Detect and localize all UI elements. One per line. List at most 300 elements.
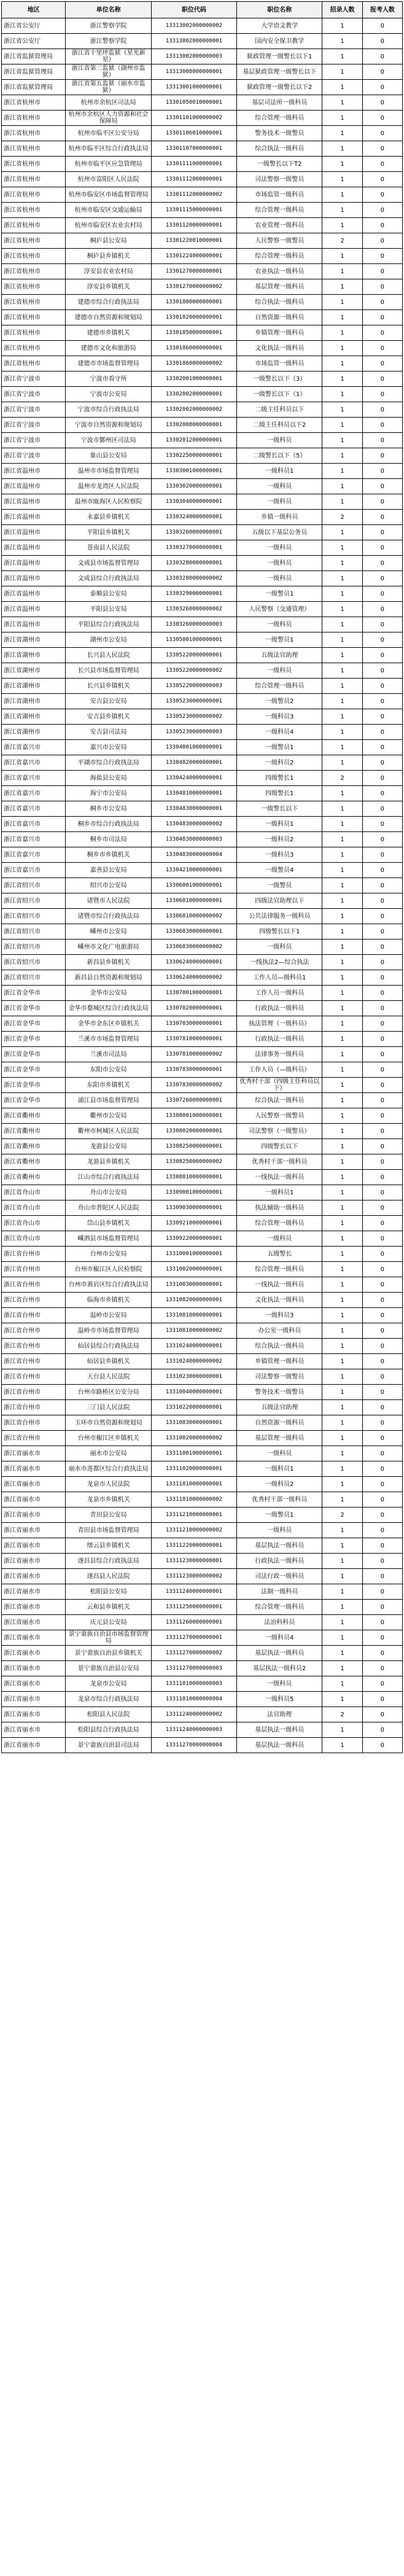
cell-code: 13310240000000002 bbox=[151, 1354, 236, 1369]
cell-code: 13303290000000001 bbox=[151, 586, 236, 602]
table-row bbox=[2, 1247, 403, 1262]
table-row bbox=[2, 1630, 403, 1646]
cell-region: 浙江省监狱管理局 bbox=[2, 49, 66, 64]
table-row bbox=[2, 233, 403, 249]
cell-region: 浙江省杭州市 bbox=[2, 187, 66, 203]
cell-region: 浙江省监狱管理局 bbox=[2, 80, 66, 95]
cell-apply: 0 bbox=[362, 1262, 402, 1277]
cell-plan: 1 bbox=[322, 940, 362, 955]
cell-plan: 1 bbox=[322, 433, 362, 448]
cell-org: 衢州市柯城区人民法院 bbox=[66, 1124, 151, 1139]
cell-apply: 0 bbox=[362, 49, 402, 64]
table-row bbox=[2, 1738, 403, 1753]
cell-region: 浙江省台州市 bbox=[2, 1431, 66, 1446]
cell-apply: 0 bbox=[362, 464, 402, 479]
cell-org: 杭州市临平区应急管理局 bbox=[66, 157, 151, 172]
cell-plan: 1 bbox=[322, 1492, 362, 1508]
cell-org: 绍兴市公安局 bbox=[66, 878, 151, 893]
cell-position: 市场监管一级科员 bbox=[237, 187, 322, 203]
cell-region: 浙江省金华市 bbox=[2, 1093, 66, 1108]
cell-apply: 0 bbox=[362, 448, 402, 464]
cell-code: 13311270000000002 bbox=[151, 1646, 236, 1661]
cell-code: 13301850000000001 bbox=[151, 325, 236, 341]
cell-org: 岱山县乡镇机关 bbox=[66, 1216, 151, 1231]
cell-code: 13311210000000001 bbox=[151, 1508, 236, 1523]
cell-code: 13309210000000001 bbox=[151, 1216, 236, 1231]
cell-apply: 0 bbox=[362, 632, 402, 648]
cell-region: 浙江省衢州市 bbox=[2, 1124, 66, 1139]
cell-apply: 0 bbox=[362, 18, 402, 34]
cell-code: 13301270000000001 bbox=[151, 264, 236, 279]
cell-apply: 0 bbox=[362, 1707, 402, 1722]
cell-region: 浙江省台州市 bbox=[2, 1277, 66, 1293]
cell-apply: 0 bbox=[362, 1308, 402, 1323]
cell-position: 优秀村干部（四级主任科员以下） bbox=[237, 1078, 322, 1093]
cell-apply: 0 bbox=[362, 1569, 402, 1584]
cell-plan: 1 bbox=[322, 1584, 362, 1600]
cell-code: 13304820000000001 bbox=[151, 755, 236, 771]
cell-org: 泰顺县公安局 bbox=[66, 586, 151, 602]
cell-position: 国内安全保卫教学 bbox=[237, 34, 322, 49]
cell-region: 浙江省丽水市 bbox=[2, 1477, 66, 1492]
cell-position: 一级科员1 bbox=[237, 1185, 322, 1200]
cell-plan: 1 bbox=[322, 1231, 362, 1247]
cell-region: 浙江省温州市 bbox=[2, 586, 66, 602]
cell-plan: 1 bbox=[322, 679, 362, 694]
cell-apply: 0 bbox=[362, 571, 402, 586]
cell-apply: 0 bbox=[362, 1247, 402, 1262]
table-row bbox=[2, 893, 403, 909]
cell-apply: 0 bbox=[362, 817, 402, 832]
cell-plan: 1 bbox=[322, 602, 362, 617]
table-row bbox=[2, 571, 403, 586]
cell-region: 浙江省台州市 bbox=[2, 1308, 66, 1323]
cell-position: 行政执法一级科员 bbox=[237, 1001, 322, 1016]
cell-position: 狱政管理一级警长以下1 bbox=[237, 49, 322, 64]
cell-org: 舟山市普陀区人民法院 bbox=[66, 1200, 151, 1216]
table-row bbox=[2, 1446, 403, 1461]
cell-position: 四级法官助理以下 bbox=[237, 893, 322, 909]
cell-apply: 0 bbox=[362, 1139, 402, 1154]
cell-position: 乡镇管理一级科员 bbox=[237, 325, 322, 341]
cell-code: 13310020000000002 bbox=[151, 1431, 236, 1446]
cell-org: 建德市自然资源和规划局 bbox=[66, 310, 151, 325]
cell-region: 浙江省丽水市 bbox=[2, 1738, 66, 1753]
cell-position: 一级科员 bbox=[237, 1446, 322, 1461]
cell-code: 13303040000000001 bbox=[151, 494, 236, 510]
cell-plan: 1 bbox=[322, 1446, 362, 1461]
cell-position: 一级科员2 bbox=[237, 755, 322, 771]
cell-plan: 1 bbox=[322, 847, 362, 863]
cell-apply: 0 bbox=[362, 433, 402, 448]
cell-apply: 0 bbox=[362, 602, 402, 617]
cell-apply: 0 bbox=[362, 663, 402, 679]
cell-org: 台州市椒江区人民检察院 bbox=[66, 1262, 151, 1277]
cell-plan: 1 bbox=[322, 1001, 362, 1016]
cell-org: 杭州市临安区交通运输局 bbox=[66, 203, 151, 218]
cell-position: 基层执法一级科员 bbox=[237, 1738, 322, 1753]
cell-position: 四级警长1 bbox=[237, 786, 322, 801]
cell-plan: 1 bbox=[322, 18, 362, 34]
cell-code: 13304240000000001 bbox=[151, 771, 236, 786]
cell-region: 浙江省绍兴市 bbox=[2, 893, 66, 909]
cell-org: 遂昌县综合行政执法局 bbox=[66, 1554, 151, 1569]
cell-position: 基层管理一级科员 bbox=[237, 1431, 322, 1446]
table-row bbox=[2, 1569, 403, 1584]
cell-apply: 0 bbox=[362, 1216, 402, 1231]
cell-plan: 1 bbox=[322, 1170, 362, 1185]
cell-position: 乡镇管理一级科员 bbox=[237, 1354, 322, 1369]
header-region: 地区 bbox=[2, 2, 66, 18]
cell-code: 13311810000000001 bbox=[151, 1477, 236, 1492]
cell-position: 市场监管一级科员 bbox=[237, 356, 322, 372]
cell-region: 浙江省湖州市 bbox=[2, 663, 66, 679]
cell-region: 浙江省金华市 bbox=[2, 1016, 66, 1032]
cell-org: 文成县市场监督管理局 bbox=[66, 556, 151, 571]
cell-region: 浙江省温州市 bbox=[2, 525, 66, 540]
table-row bbox=[2, 556, 403, 571]
cell-plan: 1 bbox=[322, 1461, 362, 1477]
cell-plan: 1 bbox=[322, 1078, 362, 1093]
cell-code: 13303260000000002 bbox=[151, 602, 236, 617]
cell-plan: 1 bbox=[322, 1339, 362, 1354]
cell-region: 浙江省金华市 bbox=[2, 1078, 66, 1093]
table-row bbox=[2, 1354, 403, 1369]
cell-code: 13310040000000001 bbox=[151, 1385, 236, 1400]
cell-org: 湖州市公安局 bbox=[66, 632, 151, 648]
cell-org: 安吉县司法局 bbox=[66, 725, 151, 740]
cell-apply: 0 bbox=[362, 1415, 402, 1431]
cell-plan: 1 bbox=[322, 49, 362, 64]
cell-position: 一级科员 bbox=[237, 494, 322, 510]
cell-region: 浙江省丽水市 bbox=[2, 1661, 66, 1676]
cell-position: 基层执法一级科员 bbox=[237, 1538, 322, 1554]
cell-plan: 1 bbox=[322, 1369, 362, 1385]
cell-org: 长兴县市场监督管理局 bbox=[66, 663, 151, 679]
cell-apply: 0 bbox=[362, 1154, 402, 1170]
cell-plan: 1 bbox=[322, 203, 362, 218]
cell-position: 四级警长以下 bbox=[237, 1139, 322, 1154]
cell-code: 13311220000000001 bbox=[151, 1538, 236, 1554]
cell-plan: 1 bbox=[322, 218, 362, 233]
cell-position: 一级警员1 bbox=[237, 1508, 322, 1523]
table-body bbox=[2, 18, 403, 1753]
cell-code: 13301860000000001 bbox=[151, 341, 236, 356]
cell-org: 宁波市看守所 bbox=[66, 372, 151, 387]
cell-position: 人民警察（交通管理） bbox=[237, 602, 322, 617]
cell-code: 13311240000000002 bbox=[151, 1707, 236, 1722]
cell-plan: 2 bbox=[322, 1707, 362, 1722]
cell-code: 13308001000000001 bbox=[151, 1108, 236, 1124]
table-row bbox=[2, 64, 403, 80]
cell-org: 诸暨市人民法院 bbox=[66, 893, 151, 909]
cell-plan: 1 bbox=[322, 755, 362, 771]
cell-code: 13303260000000001 bbox=[151, 525, 236, 540]
cell-position: 一级科员3 bbox=[237, 1308, 322, 1323]
cell-org: 台州市黄岩区综合行政执法局 bbox=[66, 1277, 151, 1293]
cell-apply: 0 bbox=[362, 356, 402, 372]
cell-position: 行政执法一级科员 bbox=[237, 1554, 322, 1569]
cell-region: 浙江省台州市 bbox=[2, 1385, 66, 1400]
cell-plan: 1 bbox=[322, 464, 362, 479]
cell-position: 执法辅助一级科员 bbox=[237, 1200, 322, 1216]
cell-region: 浙江省丽水市 bbox=[2, 1692, 66, 1707]
cell-position: 一级警员2 bbox=[237, 694, 322, 709]
cell-code: 13302002000000001 bbox=[151, 387, 236, 402]
cell-position: 一级科员 bbox=[237, 940, 322, 955]
cell-code: 13301220010000001 bbox=[151, 233, 236, 249]
cell-region: 浙江省丽水市 bbox=[2, 1538, 66, 1554]
cell-apply: 0 bbox=[362, 617, 402, 632]
cell-code: 13304810000000001 bbox=[151, 786, 236, 801]
cell-code: 13306830000000002 bbox=[151, 940, 236, 955]
table-row bbox=[2, 1523, 403, 1538]
cell-apply: 0 bbox=[362, 556, 402, 571]
cell-apply: 0 bbox=[362, 479, 402, 494]
table-row bbox=[2, 1185, 403, 1200]
table-row bbox=[2, 525, 403, 540]
cell-plan: 1 bbox=[322, 310, 362, 325]
cell-position: 五级警长 bbox=[237, 1247, 322, 1262]
cell-code: 13301107000000001 bbox=[151, 141, 236, 157]
cell-org: 宁波市综合行政执法局 bbox=[66, 402, 151, 418]
cell-region: 浙江省湖州市 bbox=[2, 679, 66, 694]
header-code: 职位代码 bbox=[151, 2, 236, 18]
cell-code: 13307810000000002 bbox=[151, 1047, 236, 1062]
cell-plan: 1 bbox=[322, 801, 362, 817]
cell-plan: 1 bbox=[322, 1692, 362, 1707]
cell-apply: 0 bbox=[362, 187, 402, 203]
table-row bbox=[2, 817, 403, 832]
cell-code: 13301111000000001 bbox=[151, 157, 236, 172]
cell-apply: 0 bbox=[362, 694, 402, 709]
cell-apply: 0 bbox=[362, 1446, 402, 1461]
cell-position: 一级科员1 bbox=[237, 464, 322, 479]
cell-org: 青田县公安局 bbox=[66, 1508, 151, 1523]
cell-plan: 1 bbox=[322, 617, 362, 632]
cell-plan: 1 bbox=[322, 187, 362, 203]
cell-position: 办公室一级科员 bbox=[237, 1323, 322, 1339]
cell-region: 浙江省公安厅 bbox=[2, 18, 66, 34]
cell-apply: 0 bbox=[362, 740, 402, 755]
table-row bbox=[2, 49, 403, 64]
cell-code: 13305220000000003 bbox=[151, 679, 236, 694]
table-row bbox=[2, 464, 403, 479]
cell-org: 金华市婺城区综合行政执法局 bbox=[66, 1001, 151, 1016]
cell-code: 13301860000000002 bbox=[151, 356, 236, 372]
table-row bbox=[2, 157, 403, 172]
cell-region: 浙江省温州市 bbox=[2, 494, 66, 510]
cell-region: 浙江省嘉兴市 bbox=[2, 847, 66, 863]
cell-org: 嘉善县公安局 bbox=[66, 863, 151, 878]
cell-apply: 0 bbox=[362, 1676, 402, 1692]
cell-position: 一级科员 bbox=[237, 663, 322, 679]
cell-apply: 0 bbox=[362, 940, 402, 955]
cell-apply: 0 bbox=[362, 249, 402, 264]
cell-apply: 0 bbox=[362, 1538, 402, 1554]
cell-position: 基层狱政管理一级警长以下 bbox=[237, 64, 322, 80]
cell-code: 13308810000000001 bbox=[151, 1170, 236, 1185]
cell-org: 龙泉市公安局 bbox=[66, 1676, 151, 1692]
cell-apply: 0 bbox=[362, 1661, 402, 1676]
cell-plan: 1 bbox=[322, 1293, 362, 1308]
cell-region: 浙江省台州市 bbox=[2, 1339, 66, 1354]
cell-apply: 0 bbox=[362, 1001, 402, 1016]
cell-plan: 2 bbox=[322, 771, 362, 786]
cell-apply: 0 bbox=[362, 157, 402, 172]
table-row bbox=[2, 1016, 403, 1032]
cell-region: 浙江省温州市 bbox=[2, 602, 66, 617]
cell-plan: 1 bbox=[322, 279, 362, 295]
table-row bbox=[2, 1062, 403, 1078]
cell-plan: 1 bbox=[322, 1630, 362, 1646]
cell-code: 13304830000000001 bbox=[151, 801, 236, 817]
table-row bbox=[2, 479, 403, 494]
table-row bbox=[2, 602, 403, 617]
cell-region: 浙江省金华市 bbox=[2, 1001, 66, 1016]
cell-code: 13311230000000001 bbox=[151, 1554, 236, 1569]
cell-apply: 0 bbox=[362, 387, 402, 402]
cell-position: 综合管理一级科员 bbox=[237, 1262, 322, 1277]
cell-region: 浙江省嘉兴市 bbox=[2, 801, 66, 817]
cell-org: 温岭市市场监督管理局 bbox=[66, 1323, 151, 1339]
cell-code: 13311230000000002 bbox=[151, 1569, 236, 1584]
cell-plan: 1 bbox=[322, 955, 362, 970]
cell-position: 一线执法2—综合执法 bbox=[237, 955, 322, 970]
table-row bbox=[2, 433, 403, 448]
table-row bbox=[2, 387, 403, 402]
cell-org: 建德市文化和旅游局 bbox=[66, 341, 151, 356]
cell-plan: 2 bbox=[322, 233, 362, 249]
cell-code: 13307830000000002 bbox=[151, 1078, 236, 1093]
cell-org: 龙泉市乡镇机关 bbox=[66, 1492, 151, 1508]
cell-region: 浙江省金华市 bbox=[2, 1062, 66, 1078]
cell-code: 13303001000000001 bbox=[151, 464, 236, 479]
table-row bbox=[2, 172, 403, 187]
cell-plan: 1 bbox=[322, 111, 362, 126]
table-row bbox=[2, 1584, 403, 1600]
table-row bbox=[2, 648, 403, 663]
position-table bbox=[1, 1, 403, 1753]
cell-code: 13310820000000001 bbox=[151, 1293, 236, 1308]
cell-code: 13313008000000001 bbox=[151, 64, 236, 80]
cell-code: 13311260000000001 bbox=[151, 1615, 236, 1630]
cell-org: 景宁畲族自治县司法局 bbox=[66, 1738, 151, 1753]
cell-region: 浙江省宁波市 bbox=[2, 387, 66, 402]
cell-code: 13307830000000001 bbox=[151, 1062, 236, 1078]
cell-region: 浙江省绍兴市 bbox=[2, 878, 66, 893]
cell-region: 浙江省公安厅 bbox=[2, 34, 66, 49]
cell-position: 法治科科员 bbox=[237, 1615, 322, 1630]
cell-org: 青田县市场监督管理局 bbox=[66, 1523, 151, 1538]
cell-org: 杭州市临平区公安分局 bbox=[66, 126, 151, 141]
cell-org: 临海市乡镇机关 bbox=[66, 1293, 151, 1308]
cell-apply: 0 bbox=[362, 525, 402, 540]
cell-region: 浙江省嘉兴市 bbox=[2, 786, 66, 801]
cell-plan: 1 bbox=[322, 1154, 362, 1170]
table-row bbox=[2, 341, 403, 356]
cell-plan: 1 bbox=[322, 909, 362, 924]
cell-org: 松阳县人民法院 bbox=[66, 1707, 151, 1722]
cell-region: 浙江省衢州市 bbox=[2, 1108, 66, 1124]
table-row bbox=[2, 1400, 403, 1415]
cell-plan: 1 bbox=[322, 1415, 362, 1431]
table-row bbox=[2, 279, 403, 295]
cell-plan: 1 bbox=[322, 878, 362, 893]
cell-org: 温州市瓯海区人民检察院 bbox=[66, 494, 151, 510]
cell-plan: 1 bbox=[322, 540, 362, 556]
header-row bbox=[2, 2, 403, 18]
cell-org: 台州市椒江区乡镇机关 bbox=[66, 1431, 151, 1446]
table-row bbox=[2, 494, 403, 510]
cell-region: 浙江省丽水市 bbox=[2, 1446, 66, 1461]
table-row bbox=[2, 986, 403, 1001]
cell-region: 浙江省温州市 bbox=[2, 510, 66, 525]
cell-code: 13310810000000002 bbox=[151, 1323, 236, 1339]
cell-plan: 1 bbox=[322, 1661, 362, 1676]
cell-position: 综合管理一级科员 bbox=[237, 249, 322, 264]
cell-code: 13305220000000002 bbox=[151, 663, 236, 679]
cell-position: 一级科员3 bbox=[237, 847, 322, 863]
cell-plan: 1 bbox=[322, 786, 362, 801]
cell-code: 13301101000000002 bbox=[151, 111, 236, 126]
cell-region: 浙江省丽水市 bbox=[2, 1492, 66, 1508]
cell-code: 13306001000000001 bbox=[151, 878, 236, 893]
cell-org: 桐乡市综合行政执法局 bbox=[66, 817, 151, 832]
cell-region: 浙江省绍兴市 bbox=[2, 970, 66, 986]
table-row bbox=[2, 80, 403, 95]
cell-apply: 0 bbox=[362, 970, 402, 986]
cell-region: 浙江省绍兴市 bbox=[2, 924, 66, 940]
cell-apply: 0 bbox=[362, 1185, 402, 1200]
cell-plan: 2 bbox=[322, 510, 362, 525]
cell-org: 三门县人民法院 bbox=[66, 1400, 151, 1415]
cell-apply: 0 bbox=[362, 95, 402, 111]
cell-apply: 0 bbox=[362, 510, 402, 525]
cell-org: 嵊州市文化广电旅游局 bbox=[66, 940, 151, 955]
cell-region: 浙江省杭州市 bbox=[2, 310, 66, 325]
table-row bbox=[2, 617, 403, 632]
cell-plan: 1 bbox=[322, 356, 362, 372]
cell-region: 浙江省杭州市 bbox=[2, 233, 66, 249]
cell-org: 嵊州市公安局 bbox=[66, 924, 151, 940]
cell-plan: 1 bbox=[322, 341, 362, 356]
table-row bbox=[2, 663, 403, 679]
cell-region: 浙江省杭州市 bbox=[2, 157, 66, 172]
cell-plan: 1 bbox=[322, 571, 362, 586]
cell-position: 五级以下基层公务员 bbox=[237, 525, 322, 540]
header-plan: 招录人数 bbox=[322, 2, 362, 18]
cell-region: 浙江省嘉兴市 bbox=[2, 755, 66, 771]
table-row bbox=[2, 402, 403, 418]
cell-apply: 0 bbox=[362, 1431, 402, 1446]
cell-code: 13309001000000001 bbox=[151, 1185, 236, 1200]
cell-org: 建德市乡镇机关 bbox=[66, 325, 151, 341]
cell-org: 丽水市公安局 bbox=[66, 1446, 151, 1461]
cell-region: 浙江省绍兴市 bbox=[2, 940, 66, 955]
cell-region: 浙江省丽水市 bbox=[2, 1722, 66, 1738]
cell-apply: 0 bbox=[362, 203, 402, 218]
table-row bbox=[2, 1676, 403, 1692]
table-row bbox=[2, 418, 403, 433]
cell-plan: 1 bbox=[322, 586, 362, 602]
cell-org: 海宁市公安局 bbox=[66, 786, 151, 801]
cell-position: 一级科员 bbox=[237, 479, 322, 494]
table-row bbox=[2, 863, 403, 878]
cell-plan: 1 bbox=[322, 402, 362, 418]
cell-position: 综合执法一级科员 bbox=[237, 295, 322, 310]
cell-region: 浙江省杭州市 bbox=[2, 172, 66, 187]
